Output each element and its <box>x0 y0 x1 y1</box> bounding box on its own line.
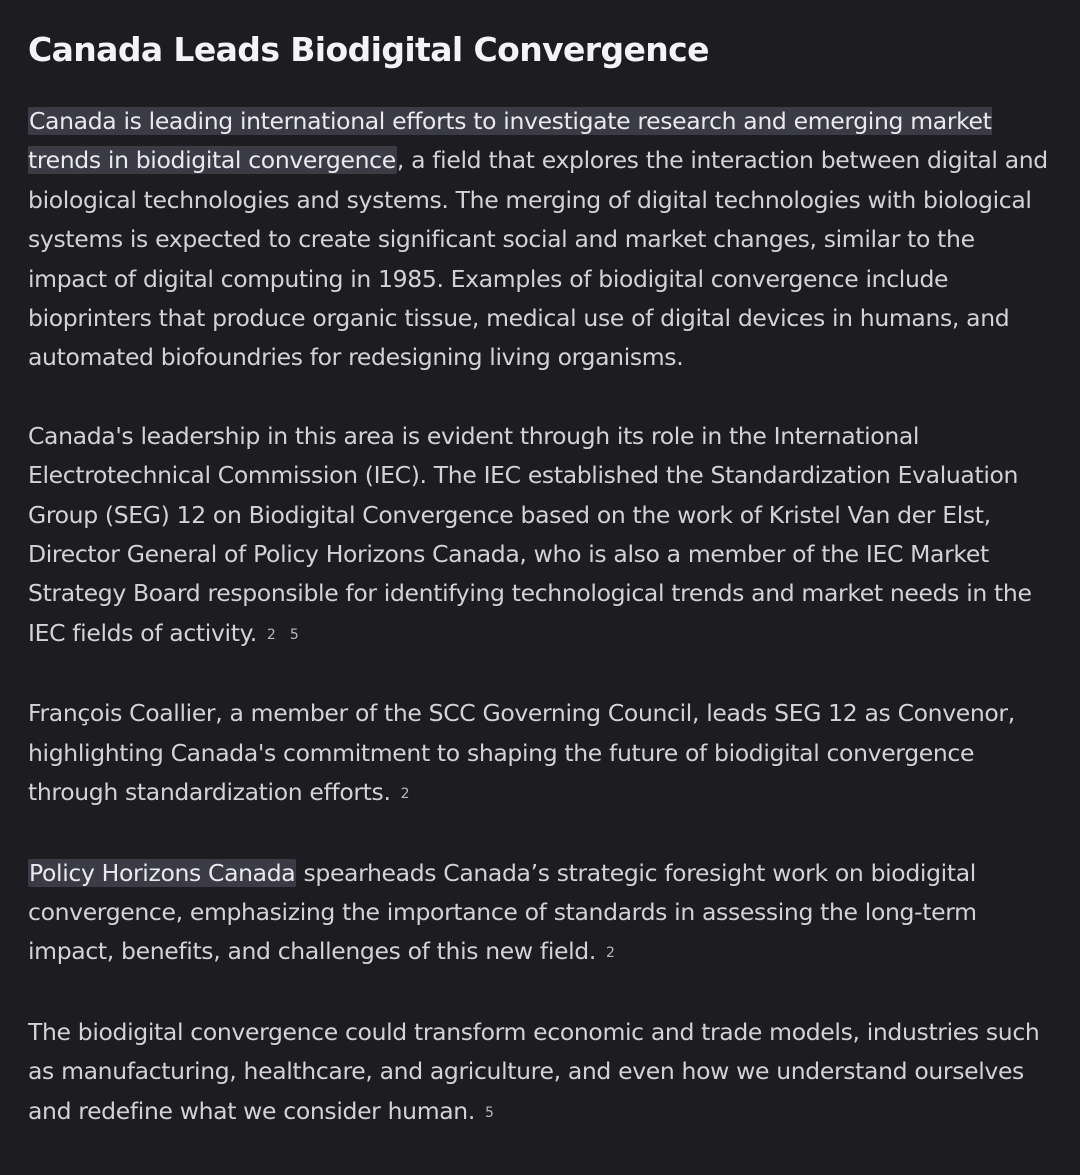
paragraph-5 <box>28 1013 1058 1133</box>
citation-link[interactable]: 5 <box>484 1104 494 1121</box>
paragraph-text: Canada's leadership in this area is evident through its role in the International Electrotechnical Commission (IEC). The IEC established the Standardization Evaluation Group (SEG) 12 on Biodigital Convergence based on the work of Kristel Van der Elst, Director General of Policy Horizons Canada, who is also a member of the IEC Market Strategy Board responsible for identifying technological trends and market needs in the IEC fields of activity. <box>28 421 1032 647</box>
citation-link[interactable]: 2 <box>266 626 276 643</box>
paragraph-text: , a field that explores the interaction between digital and biological technologies and systems. The merging of digital technologies with biological systems is expected to create significant social and market changes, similar to the impact of digital computing in 1985. Examples of biodigital convergence include bioprinters that produce organic tissue, medical use of digital devices in humans, and automated biofoundries for redesigning living organisms. <box>28 146 1048 372</box>
paragraph-text: The biodigital convergence could transform economic and trade models, industries such as manufacturing, healthcare, and agriculture, and even how we understand ourselves and redefine what we consider human. <box>28 1017 1040 1125</box>
article-title: Canada Leads Biodigital Convergence <box>28 30 709 69</box>
citation-link[interactable]: 2 <box>605 945 615 962</box>
paragraph-3 <box>28 694 1058 814</box>
paragraph-text: spearheads Canada’s strategic foresight work on biodigital convergence, emphasizing the importance of standards in assessing the long-term impact, benefits, and challenges of this new field. <box>28 858 977 966</box>
highlighted-phrase[interactable]: Policy Horizons Canada <box>29 858 296 887</box>
paragraph-2 <box>28 417 1058 655</box>
paragraph-1 <box>28 102 1058 378</box>
article <box>28 0 1058 1133</box>
paragraph-4 <box>28 854 1058 974</box>
paragraph-text: François Coallier, a member of the SCC Governing Council, leads SEG 12 as Convenor, highlighting Canada's commitment to shaping the future of biodigital convergence through standardization efforts. <box>28 699 1015 807</box>
highlighted-phrase[interactable]: Canada is leading international efforts to investigate research and emerging market trends in biodigital convergence <box>28 107 992 175</box>
citation-link[interactable]: 5 <box>289 626 299 643</box>
citation-link[interactable]: 2 <box>400 786 410 803</box>
